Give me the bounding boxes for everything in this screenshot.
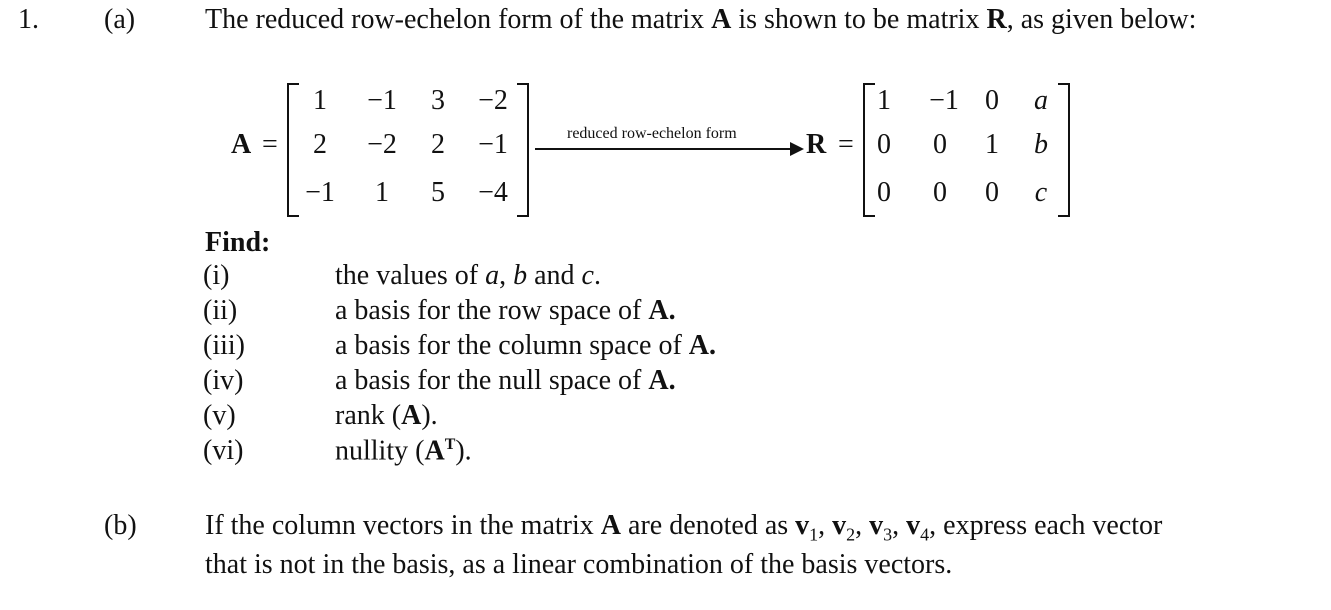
matrix-a-cell: 3	[431, 85, 445, 116]
intro-text-post: , as given below:	[1006, 4, 1197, 35]
item-text	[335, 367, 676, 395]
matrix-r-cell: 0	[933, 177, 947, 208]
item-text	[335, 437, 472, 465]
item-text-part: and	[527, 260, 582, 291]
item-text-part: ).	[455, 435, 472, 467]
item-text-part: a basis for the row space of	[335, 295, 649, 326]
item-number: (ii)	[203, 295, 238, 326]
vector-v: v	[869, 510, 884, 541]
arrow-line	[535, 148, 792, 150]
part-a-label: (a)	[104, 4, 136, 35]
item-bold-matrix: A.	[688, 330, 717, 361]
item-number: (iv)	[203, 365, 244, 396]
matrix-a-label: A	[231, 129, 252, 160]
vector-v: v	[832, 510, 847, 541]
find-heading: Find:	[205, 227, 271, 258]
matrix-a-cell: 1	[313, 85, 327, 116]
intro-matrix-r: R	[986, 4, 1007, 35]
var-b: b	[513, 260, 528, 291]
part-b-matrix-a: A	[600, 510, 622, 541]
arrow-head-icon	[790, 142, 804, 156]
item-text	[335, 402, 438, 430]
item-text	[335, 332, 716, 360]
part-b-text: are denoted as	[621, 510, 796, 541]
transpose-superscript: T	[444, 436, 456, 453]
vector-subscript: 2	[846, 524, 856, 545]
matrix-r-cell: −1	[929, 85, 959, 116]
intro-matrix-a: A	[711, 4, 732, 35]
part-b-text: express each vector	[936, 510, 1163, 541]
item-bold-matrix: A.	[648, 295, 676, 326]
matrix-r-cell: 0	[933, 129, 947, 160]
matrix-a-cell: 2	[431, 129, 445, 160]
matrix-r-cell: b	[1034, 129, 1048, 160]
item-text-part: a basis for the column space of	[335, 330, 689, 361]
item-text	[335, 262, 601, 290]
item-text-part: .	[593, 260, 601, 291]
item-number: (v)	[203, 400, 236, 431]
matrix-a-cell: −1	[478, 129, 508, 160]
intro-text-mid: is shown to be matrix	[731, 4, 987, 35]
matrix-r-equals: =	[838, 129, 854, 160]
vector-subscript: 1	[809, 524, 819, 545]
vector-comma: ,	[892, 510, 900, 541]
matrix-a-cell: −4	[478, 177, 508, 208]
var-c: c	[581, 260, 594, 291]
matrix-r-cell: 0	[877, 177, 891, 208]
matrix-r-cell: a	[1034, 85, 1048, 116]
item-text-part: the values of	[335, 260, 486, 291]
intro-text: The reduced row-echelon form of the matrix	[205, 4, 712, 35]
matrix-a-cell: −1	[367, 85, 397, 116]
vector-subscript: 3	[883, 524, 893, 545]
matrix-r-cell: 1	[877, 85, 891, 116]
matrix-a-cell: 1	[375, 177, 389, 208]
matrix-r-cell: 0	[985, 85, 999, 116]
item-text-part: ,	[499, 260, 514, 291]
item-text-part: a basis for the null space of	[335, 365, 649, 396]
vector-comma: ,	[929, 510, 937, 541]
matrix-a-equals: =	[262, 129, 278, 160]
item-text-part: rank (	[335, 400, 402, 431]
matrix-a-cell: −2	[367, 129, 397, 160]
matrix-a-cell: 2	[313, 129, 327, 160]
part-b-text: If the column vectors in the matrix	[205, 510, 601, 541]
matrix-r-cell: 0	[877, 129, 891, 160]
item-text-part: ).	[421, 400, 438, 431]
part-b-label: (b)	[104, 510, 137, 541]
matrix-a-cell: −1	[305, 177, 335, 208]
matrix-r-cell: 0	[985, 177, 999, 208]
matrix-a-cell: 5	[431, 177, 445, 208]
matrix-r-label: R	[806, 129, 827, 160]
question-number: 1.	[18, 4, 39, 35]
var-a: a	[485, 260, 500, 291]
vector-v: v	[795, 510, 810, 541]
part-a-intro	[205, 6, 1196, 34]
item-number: (iii)	[203, 330, 245, 361]
item-text	[335, 297, 676, 325]
arrow-label: reduced row-echelon form	[567, 125, 737, 142]
item-bold-matrix: A	[401, 400, 422, 431]
part-b-line2: that is not in the basis, as a linear combination of the basis vectors.	[205, 549, 953, 580]
item-number: (i)	[203, 260, 230, 291]
vector-subscript: 4	[920, 524, 930, 545]
item-text-part: nullity (	[335, 435, 425, 467]
vector-comma: ,	[818, 510, 826, 541]
item-number: (vi)	[203, 435, 244, 466]
item-bold-matrix: A	[424, 435, 445, 467]
vector-v: v	[906, 510, 921, 541]
matrix-r-cell: 1	[985, 129, 999, 160]
vector-comma: ,	[855, 510, 863, 541]
part-b-line1	[205, 512, 1162, 544]
item-bold-matrix: A.	[648, 365, 676, 396]
matrix-a-cell: −2	[478, 85, 508, 116]
matrix-r-cell: c	[1034, 177, 1048, 208]
